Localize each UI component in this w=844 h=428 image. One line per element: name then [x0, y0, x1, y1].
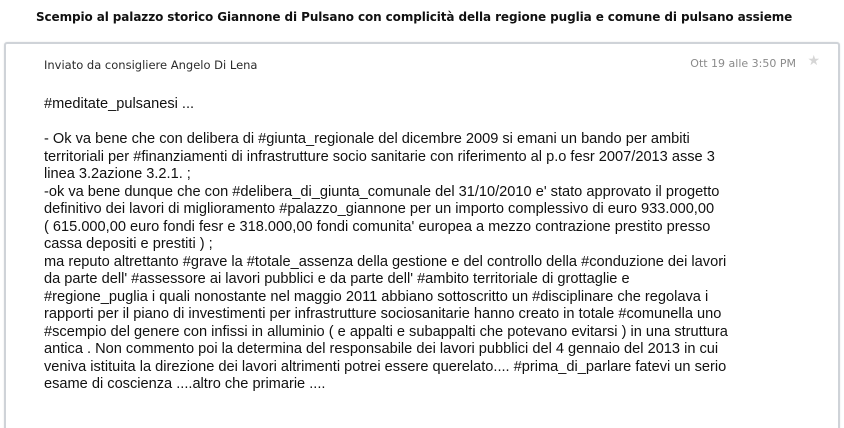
body-line: #regione_puglia i quali nonostante nel maggio 2011 abbiano sottoscritto un #disciplinare che regolava i: [44, 288, 709, 305]
body-line: -ok va bene dunque che con #delibera_di_giunta_comunale del 31/10/2010 e' stato approvato il progetto: [44, 183, 720, 200]
body-line: linea 3.2azione 3.2.1. ;: [44, 166, 191, 182]
sender-line: Inviato da consigliere Angelo Di Lena: [44, 58, 258, 72]
body-line: esame di coscienza ....altro che primarie ....: [44, 376, 326, 392]
star-icon[interactable]: ★: [807, 52, 820, 68]
body-line: territoriali per #finanziamenti di infrastrutture socio sanitarie con riferimento al p.o fesr 2007/2013 asse 3: [44, 148, 715, 165]
body-line: da parte dell' #assessore ai lavori pubblici e da parte dell' #ambito territoriale di grottaglie e: [44, 271, 630, 287]
body-line: rapporti per il piano di investimenti per infrastrutture sociosanitarie hanno creato in totale #comunella uno: [44, 306, 722, 322]
body-line: veniva istituita la direzione dei lavori altrimenti potrei essere querelato.... #prima_di_parlare fatevi un serio: [44, 358, 727, 375]
body-blank-line: [44, 114, 824, 132]
body-line: - Ok va bene che con delibera di #giunta_regionale del dicembre 2009 si emani un bando per ambiti: [44, 131, 690, 147]
message-body: [44, 96, 824, 394]
body-line: antica . Non commento poi la determina del responsabile dei lavori pubblici del 4 gennaio del 2013 in cui: [44, 341, 719, 357]
body-line: #meditate_pulsanesi ...: [44, 96, 195, 112]
body-line: ( 615.000,00 euro fondi fesr e 318.000,00 fondi comunita' europea a mezzo contrazione prestito presso: [44, 218, 711, 235]
post-title: Scempio al palazzo storico Giannone di Pulsano con complicità della regione puglia e comune di pulsano assieme: [36, 10, 793, 24]
body-line: definitivo dei lavori di miglioramento #palazzo_giannone per un importo complessivo di euro 933.000,00: [44, 201, 715, 217]
body-line: cassa depositi e prestiti ) ;: [44, 236, 213, 252]
body-line: #scempio del genere con infissi in alluminio ( e appalti e subappalti che potevano evitarsi ) in una struttura: [44, 323, 728, 340]
body-line: ma reputo altrettanto #grave la #totale_assenza della gestione e del controllo della #conduzione dei lavori: [44, 253, 727, 270]
message-timestamp: Ott 19 alle 3:50 PM: [690, 57, 796, 70]
message-card: [4, 42, 840, 428]
